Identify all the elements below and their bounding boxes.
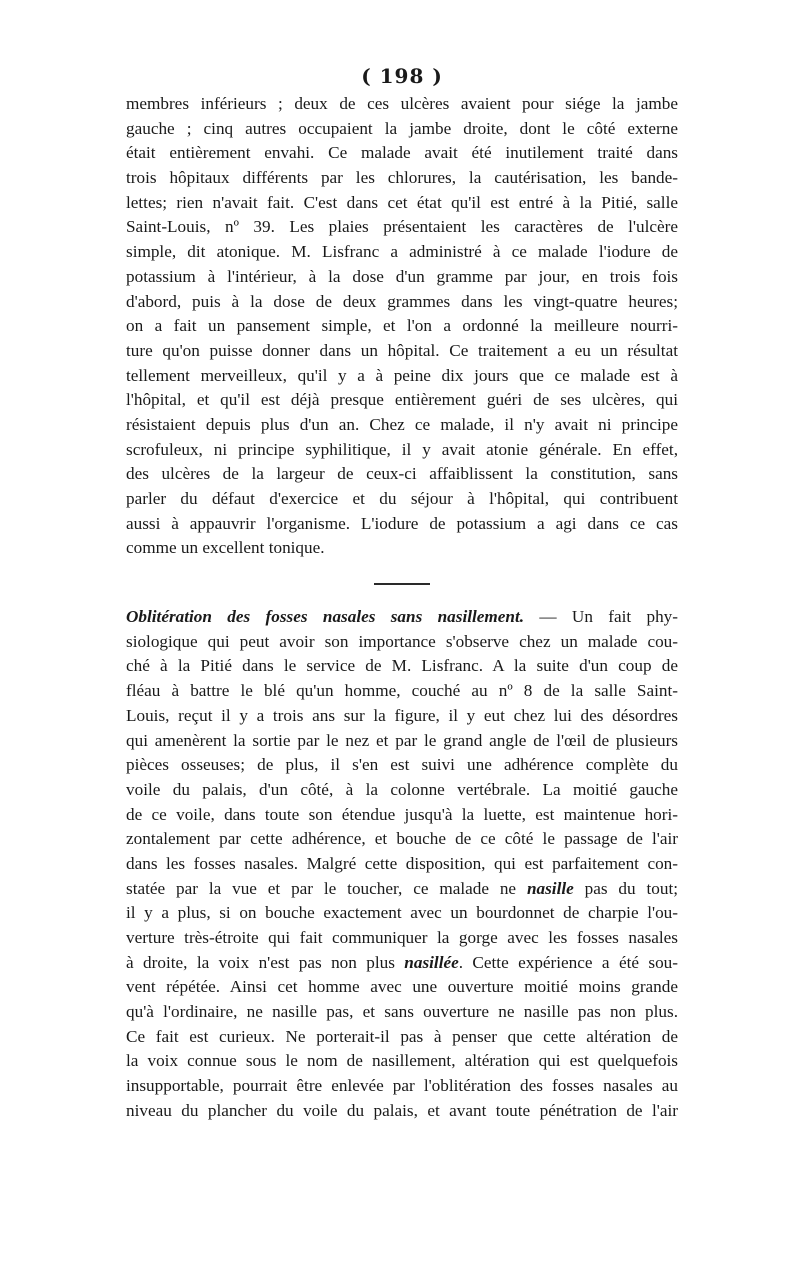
text-line: était entièrement envahi. Ce malade avait été inutilement traité dans	[126, 143, 678, 163]
text-line: pièces osseuses; de plus, il s'en est suivi une adhérence complète du	[126, 755, 678, 775]
text-line	[126, 605, 678, 630]
text-line: niveau du plancher du voile du palais, et avant toute pénétration de l'air	[126, 1100, 678, 1120]
text-line: parler du défaut d'exercice et du séjour à l'hôpital, qui contribuent	[126, 489, 678, 508]
text-line: on a fait un pansement simple, et l'on a ordonné la meilleure nourri-	[126, 316, 678, 336]
text-line: verture très-étroite qui fait communiquer la gorge avec les fosses nasales	[126, 928, 678, 947]
text-fragment: pas du tout;	[573, 878, 678, 898]
text-line: l'hôpital, et qu'il est déjà presque entièrement guéri de ses ulcères, qui	[126, 390, 678, 410]
text-line: il y a plus, si on bouche exactement avec un bourdonnet de charpie l'ou-	[126, 903, 678, 923]
text-line: voile du palais, d'un côté, à la colonne vertébrale. La moitié gauche	[126, 779, 678, 799]
text-line: qu'à l'ordinaire, ne nasille pas, et sans ouverture ne nasille pas non plus.	[126, 1002, 678, 1022]
text-line: zontalement par cette adhérence, et bouche de ce côté le passage de l'air	[126, 829, 678, 849]
text-line: trois hôpitaux différents par les chlorures, la cautérisation, les bande-	[126, 168, 678, 188]
book-page	[126, 62, 678, 1124]
text-line: résistaient depuis plus d'un an. Chez ce malade, il n'y avait ni principe	[126, 414, 678, 434]
text-line: insupportable, pourrait être enlevée par l'oblitération des fosses nasales au	[126, 1076, 678, 1096]
text-line: qui amenèrent la sortie par le nez et par le grand angle de l'œil de plusieurs	[126, 730, 678, 750]
text-line: tellement merveilleux, qu'il y a à peine dix jours que ce malade est à	[126, 365, 678, 385]
text-line: ché à la Pitié dans le service de M. Lisfranc. A la suite d'un coup de	[126, 656, 678, 676]
text-fragment: . Cette expérience a été sou-	[458, 952, 678, 972]
paragraph-ulcer-treatment	[126, 92, 678, 561]
text-line: d'abord, puis à la dose de deux grammes dans les vingt-quatre heures;	[126, 291, 678, 311]
paragraph-nasal-obliteration	[126, 605, 678, 1123]
text-line: siologique qui peut avoir son importance s'observe chez un malade cou-	[126, 631, 678, 651]
page-number: ( 198 )	[361, 64, 443, 88]
text-line: Saint-Louis, nº 39. Les plaies présentaient les caractères de l'ulcère	[126, 217, 678, 237]
text-line: comme un excellent tonique.	[126, 538, 325, 558]
text-line: aussi à appauvrir l'organisme. L'iodure de potassium a agi dans ce cas	[126, 513, 678, 533]
text-line: simple, dit atonique. M. Lisfranc a administré à ce malade l'iodure de	[126, 242, 678, 262]
text-line: lettes; rien n'avait fait. C'est dans cet état qu'il est entré à la Pitié, salle	[126, 192, 678, 212]
section-divider	[374, 583, 430, 585]
text-fragment: à droite, la voix n'est pas non plus	[126, 952, 405, 972]
text-fragment: statée par la vue et par le toucher, ce malade ne	[126, 878, 527, 898]
text-line: vent répétée. Ainsi cet homme avec une ouverture moitié moins grande	[126, 977, 678, 997]
text-line	[126, 951, 678, 976]
emphasis-nasillee: nasillée	[404, 952, 459, 972]
text-line: la voix connue sous le nom de nasillement, altération qui est quelquefois	[126, 1051, 678, 1071]
text-line: membres inférieurs ; deux de ces ulcères avaient pour siége la jambe	[126, 94, 678, 113]
emphasis-nasille: nasille	[526, 878, 574, 898]
text-line: Louis, reçut il y a trois ans sur la figure, il y eut chez lui des désordres	[126, 705, 678, 725]
text-line: des ulcères de la largeur de ceux-ci affaiblissent la constitution, sans	[126, 464, 678, 484]
text-line: scrofuleux, ni principe syphilitique, il y avait atonie générale. En effet,	[126, 439, 678, 459]
text-line: de ce voile, dans toute son étendue jusqu'à la luette, est maintenue hori-	[126, 804, 678, 824]
headline-continuation: — Un fait phy-	[524, 607, 678, 627]
text-line: fléau à battre le blé qu'un homme, couché au nº 8 de la salle Saint-	[126, 681, 678, 701]
text-line: potassium à l'intérieur, à la dose d'un gramme par jour, en trois fois	[126, 266, 678, 286]
text-line	[126, 877, 678, 902]
text-line: ture qu'on puisse donner dans un hôpital. Ce traitement a eu un résultat	[126, 340, 678, 360]
text-line: Ce fait est curieux. Ne porterait-il pas à penser que cette altération de	[126, 1026, 678, 1046]
text-line: gauche ; cinq autres occupaient la jambe droite, dont le côté externe	[126, 118, 678, 138]
text-line: dans les fosses nasales. Malgré cette disposition, qui est parfaitement con-	[126, 853, 678, 873]
section-headline: Oblitération des fosses nasales sans nasillement.	[126, 607, 525, 627]
